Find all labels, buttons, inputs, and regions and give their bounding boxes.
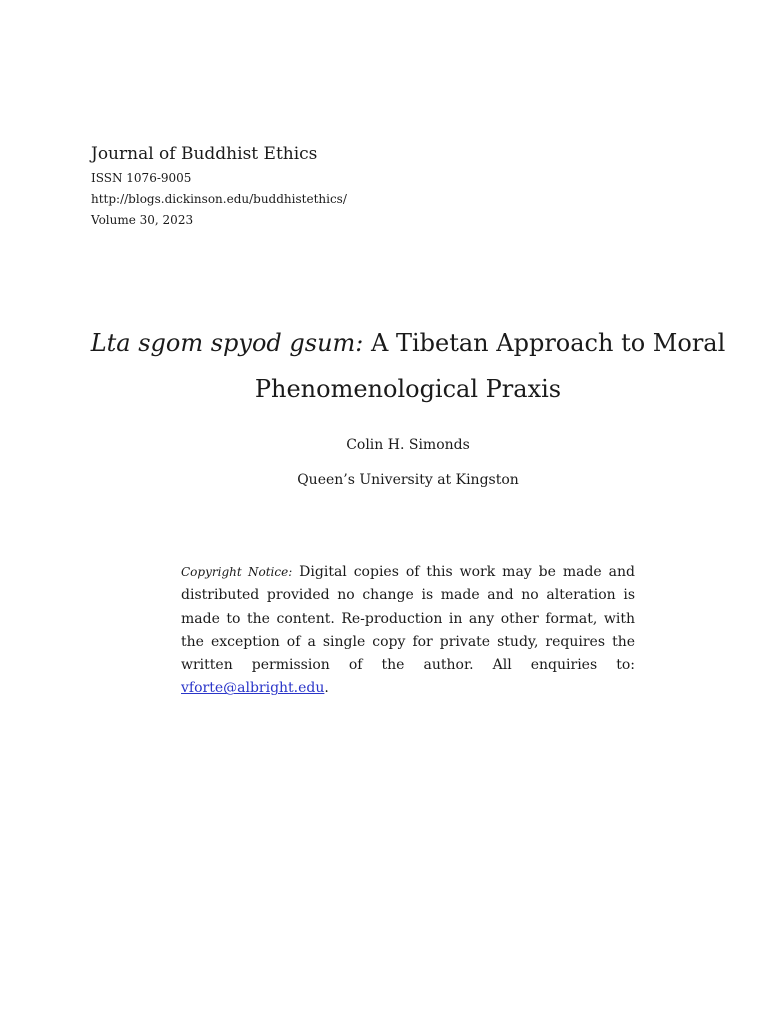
- journal-header: [91, 143, 347, 231]
- article-title-block: [0, 320, 770, 412]
- article-title-rest: A Tibetan Approach to Moral: [363, 329, 726, 357]
- journal-title: Journal of Buddhist Ethics: [91, 144, 318, 164]
- article-title-italic: Lta sgom spyod gsum:: [90, 329, 364, 357]
- journal-url: http://blogs.dickinson.edu/buddhistethics/: [91, 192, 347, 206]
- volume: Volume 30, 2023: [91, 213, 194, 227]
- copyright-text: Digital copies of this work may be made and distributed provided no change is made and no alteration is made to the content. Re-production in any other format, with the exception of a single copy for private study, requires the written permission of the author. All enquiries to:: [181, 564, 635, 674]
- copyright-label: Copyright Notice:: [181, 565, 293, 579]
- author-name: Colin H. Simonds: [346, 437, 470, 453]
- author-affiliation: Queen’s University at Kingston: [297, 472, 519, 488]
- contact-email-link[interactable]: vforte@albright.edu: [181, 680, 325, 697]
- copyright-notice: [181, 561, 635, 701]
- article-title-line-2: Phenomenological Praxis: [254, 375, 562, 403]
- issn: ISSN 1076-9005: [91, 171, 192, 185]
- article-title-line-1: [0, 320, 770, 366]
- copyright-end: .: [324, 680, 329, 697]
